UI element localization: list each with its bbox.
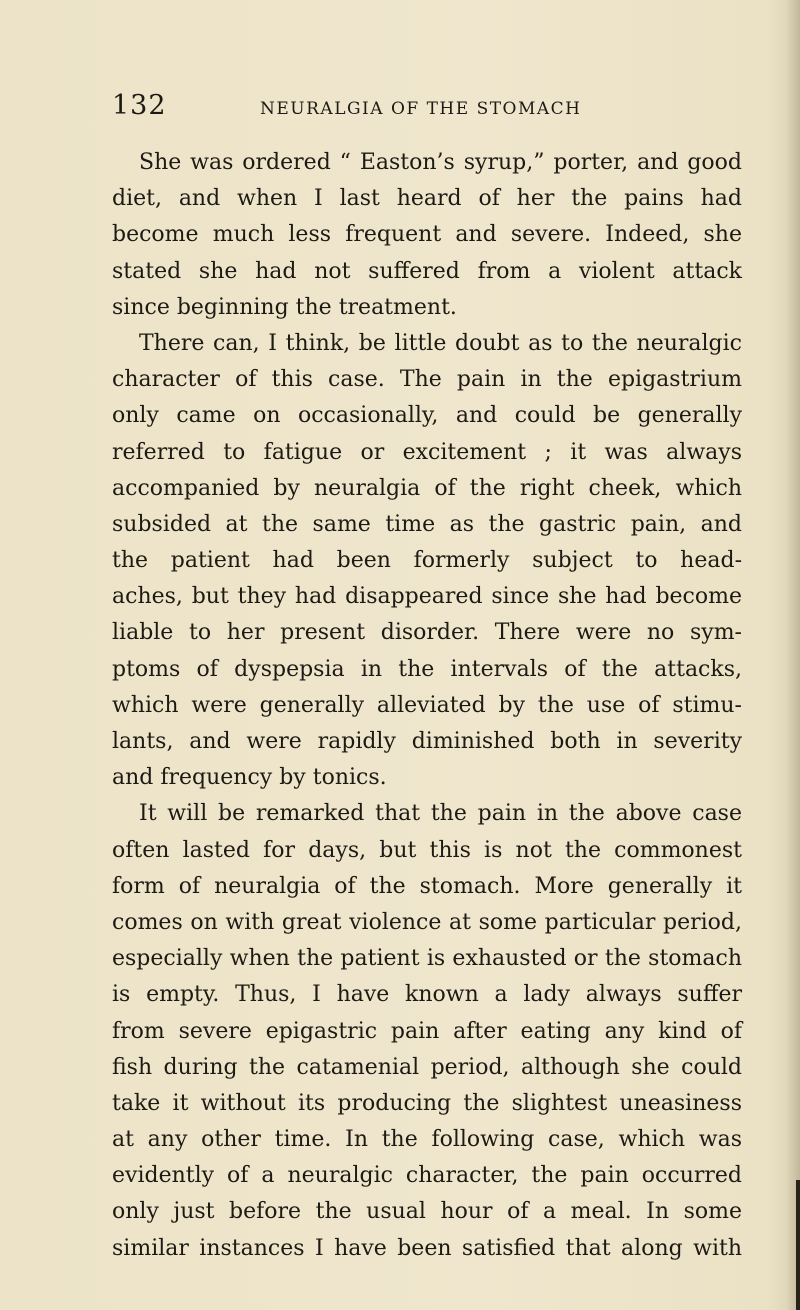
page-edge-shadow: [786, 0, 800, 1310]
running-head: [112, 88, 722, 124]
text-line: similar instances I have been satisfied that along with: [112, 1235, 742, 1261]
text-line: diet, and when I last heard of her the pains had: [112, 186, 742, 212]
text-line: especially when the patient is exhausted or the stomach: [112, 946, 742, 972]
text-line: is empty. Thus, I have known a lady always suffer: [112, 982, 742, 1008]
text-line: often lasted for days, but this is not the commonest: [112, 837, 742, 863]
text-line: character of this case. The pain in the epigastrium: [112, 367, 742, 393]
text-line: It will be remarked that the pain in the above case: [139, 801, 742, 827]
text-line: She was ordered “ Easton’s syrup,” porter, and good: [139, 150, 742, 175]
text-line: accompanied by neuralgia of the right cheek, which: [112, 475, 742, 501]
text-line: comes on with great violence at some particular period,: [112, 909, 742, 935]
text-line: subsided at the same time as the gastric pain, and: [112, 511, 742, 537]
page-edge-mark: [796, 1180, 800, 1310]
text-line: ptoms of dyspepsia in the intervals of the attacks,: [112, 656, 742, 682]
text-line: which were generally alleviated by the use of stimu-: [112, 692, 742, 718]
text-line: fish during the catamenial period, although she could: [112, 1054, 742, 1080]
text-line: only just before the usual hour of a meal. In some: [112, 1199, 742, 1225]
running-title: NEURALGIA OF THE STOMACH: [260, 99, 582, 119]
text-line: from severe epigastric pain after eating any kind of: [112, 1018, 742, 1044]
text-line: aches, but they had disappeared since she had become: [112, 584, 742, 610]
text-line: and frequency by tonics.: [112, 765, 387, 791]
text-line: become much less frequent and severe. Indeed, she: [112, 222, 742, 248]
text-line: form of neuralgia of the stomach. More generally it: [112, 873, 742, 899]
text-line: There can, I think, be little doubt as to the neuralgic: [139, 330, 742, 356]
text-line: at any other time. In the following case, which was: [112, 1127, 742, 1153]
text-line: stated she had not suffered from a violent attack: [112, 258, 742, 284]
text-line: evidently of a neuralgic character, the pain occurred: [112, 1163, 742, 1189]
text-line: the patient had been formerly subject to head-: [112, 548, 742, 574]
page-number: 132: [112, 90, 167, 121]
text-line: referred to fatigue or excitement ; it was always: [112, 439, 742, 465]
text-line: only came on occasionally, and could be generally: [112, 403, 742, 429]
text-line: take it without its producing the slightest uneasiness: [112, 1090, 742, 1116]
body-text: [112, 145, 742, 1267]
text-line: since beginning the treatment.: [112, 294, 457, 320]
text-line: lants, and were rapidly diminished both in severity: [112, 729, 742, 754]
text-line: liable to her present disorder. There were no sym-: [112, 620, 742, 646]
